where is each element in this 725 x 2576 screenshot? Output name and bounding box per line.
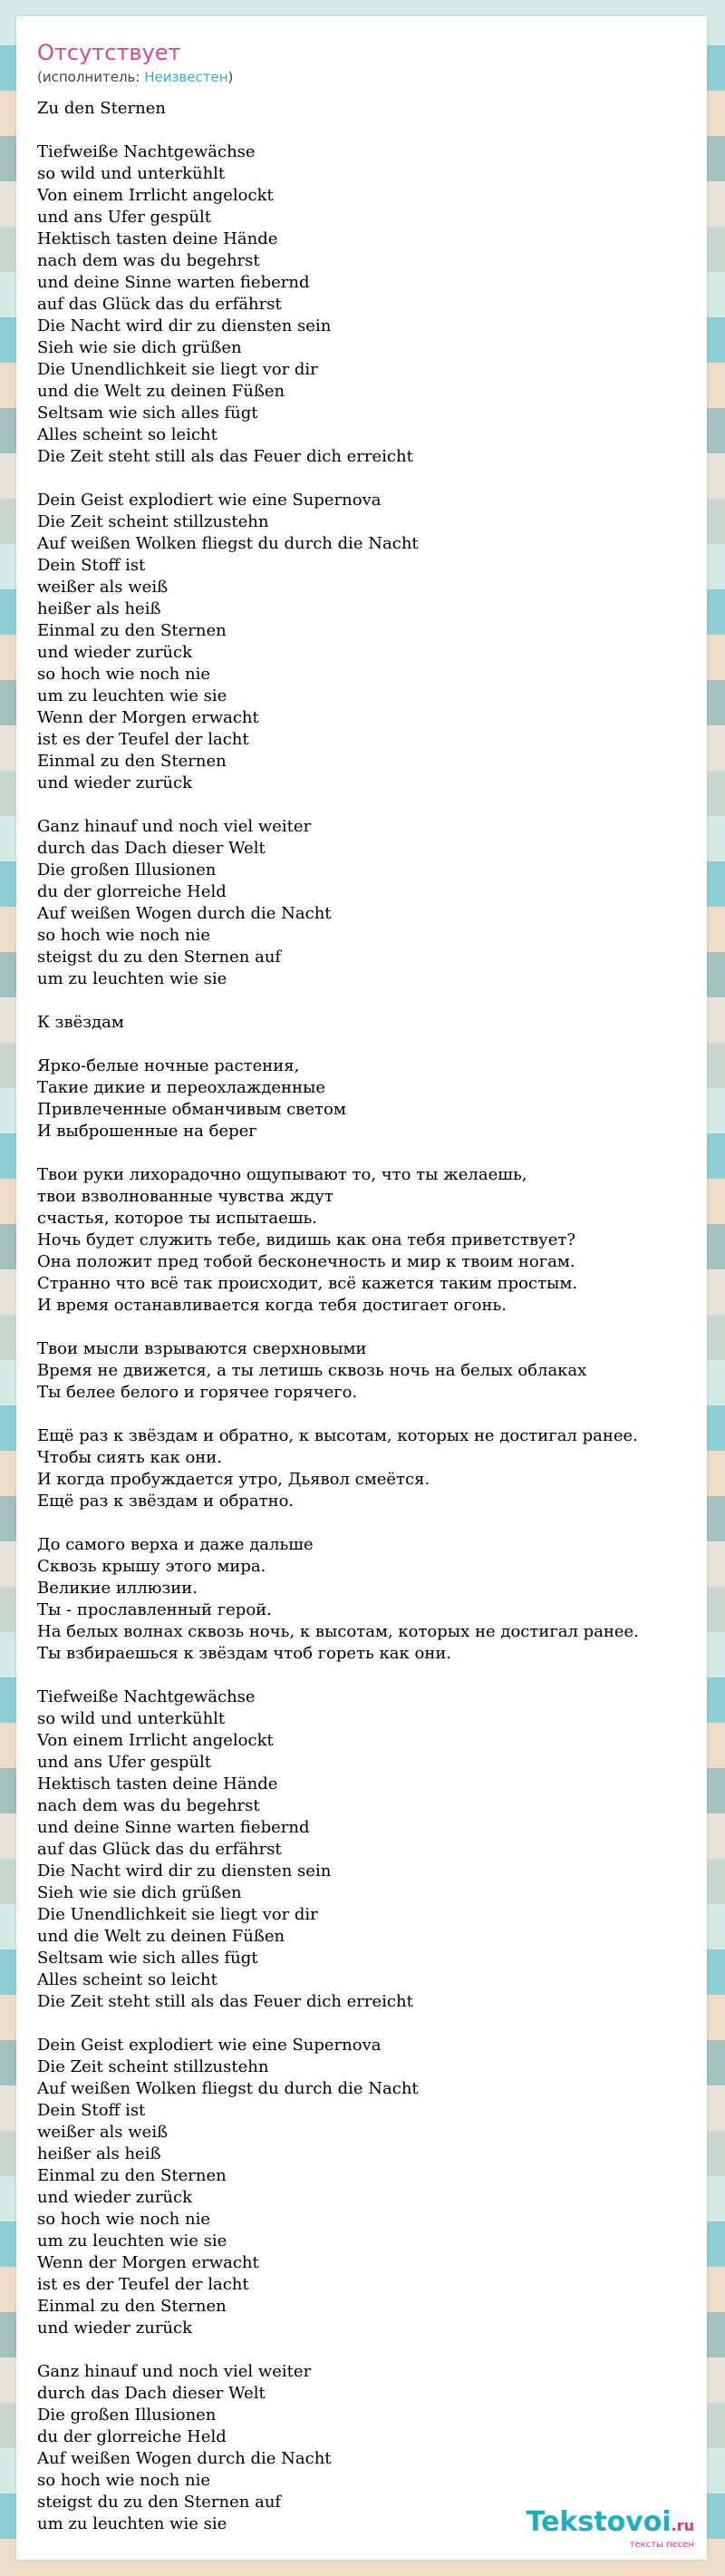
lyric-line [37,1665,703,1687]
artist-link[interactable]: Неизвестен [144,69,228,85]
lyric-line: Die Unendlichkeit sie liegt vor dir [37,360,318,379]
lyric-line: auf das Glück das du erfährst [37,1840,282,1859]
lyric-line: du der glorreiche Held [37,882,227,901]
lyric-line: Сквозь крышу этого мира. [37,1557,266,1576]
lyric-line: ist es der Teufel der lacht [37,730,249,749]
lyric-line [37,1034,703,1055]
lyric-line: Ещё раз к звёздам и обратно. [37,1492,295,1511]
logo-domain: .ru [671,2517,694,2534]
lyric-line: Wenn der Morgen erwacht [37,708,259,727]
lyric-line: nach dem was du begehrst [37,251,260,270]
lyric-line: Она положит пред тобой бесконечность и мир к твоим ногам. [37,1252,575,1271]
artist-line [37,68,233,86]
artist-suffix: ) [227,69,234,85]
lyric-line: Von einem Irrlicht angelockt [37,1731,274,1750]
lyric-line: und ans Ufer gespült [37,208,212,227]
lyric-line: und wieder zurück [37,2318,193,2338]
lyric-line: Einmal zu den Sternen [37,2297,227,2316]
lyric-line [37,1404,703,1425]
lyric-line: Ты взбираешься к звёздам чтоб гореть как они. [37,1644,452,1663]
lyric-line [37,2339,703,2361]
lyric-line: um zu leuchten wie sie [37,686,227,705]
lyric-line: Sieh wie sie dich grüßen [37,338,242,357]
lyric-line: weißer als weiß [37,2123,169,2142]
lyric-line: so wild und unterkühlt [37,1709,226,1728]
lyric-line: und deine Sinne warten fiebernd [37,1818,310,1837]
lyric-line: Время не движется, а ты летишь сквозь ночь на белых облаках [37,1361,587,1380]
lyric-line: Seltsam wie sich alles fügt [37,1949,258,1968]
lyric-line: und die Welt zu deinen Füßen [37,1927,285,1946]
lyric-line [37,1317,703,1338]
lyric-line: Чтобы сиять как они. [37,1448,223,1467]
lyric-line [37,990,703,1012]
lyric-line: До самого верха и даже дальше [37,1535,314,1554]
lyric-line: steigst du zu den Sternen auf [37,948,282,967]
lyric-line: Die großen Illusionen [37,860,217,880]
lyric-line: Alles scheint so leicht [37,425,218,444]
lyric-line: Auf weißen Wolken fliegst du durch die Nacht [37,534,419,553]
lyric-line: Dein Stoff ist [37,2101,146,2120]
lyric-line: und deine Sinne warten fiebernd [37,273,310,292]
lyric-line: Твои мысли взрываются сверхновыми [37,1339,367,1358]
lyric-line: heißer als heiß [37,599,161,618]
lyric-line: Sieh wie sie dich grüßen [37,1883,242,1902]
lyric-line: durch das Dach dieser Welt [37,839,266,858]
lyric-line: heißer als heiß [37,2144,161,2163]
logo-name: Tekstovoi [526,2506,672,2538]
lyric-line: Dein Stoff ist [37,556,146,575]
lyric-line: ist es der Teufel der lacht [37,2275,249,2294]
lyric-line: du der glorreiche Held [37,2427,227,2446]
lyric-line: Странно что всё так происходит, всё кажется таким простым. [37,1274,578,1293]
lyrics-text [37,98,703,2535]
song-title: Отсутствует [37,40,181,65]
lyric-line: Die Unendlichkeit sie liegt vor dir [37,1905,318,1924]
lyric-line: Твои руки лихорадочно ощупывают то, что ты желаешь, [37,1165,527,1184]
lyric-line [37,1142,703,1164]
lyric-line: Einmal zu den Sternen [37,752,227,771]
lyric-line: Ты - прославленный герой. [37,1600,272,1619]
lyric-line [37,468,703,490]
lyric-line: Hektisch tasten deine Hände [37,229,278,248]
lyric-line: Die Zeit scheint stillzustehn [37,512,269,531]
lyric-line: Auf weißen Wogen durch die Nacht [37,904,332,923]
lyric-line: steigst du zu den Sternen auf [37,2493,282,2512]
lyric-line: Die Zeit steht still als das Feuer dich erreicht [37,1992,413,2011]
lyric-line: Wenn der Morgen erwacht [37,2253,259,2272]
logo-wordmark [527,2507,694,2542]
lyric-line: so wild und unterkühlt [37,164,226,183]
lyric-line [37,120,703,141]
lyric-line: Tiefweiße Nachtgewächse [37,1687,256,1706]
lyric-line: um zu leuchten wie sie [37,969,227,988]
lyric-line: К звёздам [37,1013,124,1032]
lyric-line: Einmal zu den Sternen [37,621,227,640]
lyric-line: so hoch wie noch nie [37,926,210,945]
lyric-line: weißer als weiß [37,578,169,597]
lyric-line: Hektisch tasten deine Hände [37,1774,278,1793]
lyric-line: so hoch wie noch nie [37,665,210,684]
lyric-line: Такие дикие и переохлажденные [37,1078,326,1097]
lyric-line: Die Nacht wird dir zu diensten sein [37,316,332,335]
lyric-line: Alles scheint so leicht [37,1970,218,1989]
lyric-line: И когда пробуждается утро, Дьявол смеётся. [37,1470,430,1489]
artist-prefix: (исполнитель: [37,69,145,85]
lyric-line: und wieder zurück [37,773,193,792]
lyric-line: Die Zeit steht still als das Feuer dich erreicht [37,447,413,466]
lyric-line: твои взволнованные чувства ждут [37,1187,334,1206]
lyric-line: Einmal zu den Sternen [37,2166,227,2185]
lyric-line: Auf weißen Wogen durch die Nacht [37,2449,332,2468]
lyrics-card [16,16,707,2560]
lyric-line: nach dem was du begehrst [37,1796,260,1815]
lyric-line: Ganz hinauf und noch viel weiter [37,817,312,836]
lyric-line: счастья, которое ты испытаешь. [37,1209,317,1228]
lyric-line: Dein Geist explodiert wie eine Supernova [37,2036,382,2055]
lyric-line: so hoch wie noch nie [37,2471,210,2490]
lyric-line: um zu leuchten wie sie [37,2514,227,2533]
lyric-line: Ночь будет служить тебе, видишь как она тебя приветствует? [37,1230,575,1249]
lyric-line [37,794,703,816]
lyric-line: auf das Glück das du erfährst [37,295,282,314]
lyric-line: Auf weißen Wolken fliegst du durch die Nacht [37,2079,419,2098]
lyric-line: Dein Geist explodiert wie eine Supernova [37,491,382,510]
lyric-line: Ярко-белые ночные растения, [37,1056,300,1075]
lyric-line: um zu leuchten wie sie [37,2231,227,2250]
lyric-line: На белых волнах сквозь ночь, к высотам, которых не достигал ранее. [37,1622,639,1641]
lyric-line: so hoch wie noch nie [37,2210,210,2229]
lyric-line: Die Zeit scheint stillzustehn [37,2057,269,2076]
lyric-line: Von einem Irrlicht angelockt [37,186,274,205]
lyric-line: und die Welt zu deinen Füßen [37,382,285,401]
site-logo[interactable] [527,2507,694,2551]
lyric-line: Zu den Sternen [37,99,166,118]
lyric-line: И время останавливается когда тебя достигает огонь. [37,1296,507,1315]
lyric-line: И выброшенные на берег [37,1122,257,1141]
lyric-line: Seltsam wie sich alles fügt [37,403,258,423]
lyric-line [37,1512,703,1534]
lyric-line: Великие иллюзии. [37,1579,198,1598]
lyric-line: Ты белее белого и горячее горячего. [37,1383,358,1402]
lyric-line: durch das Dach dieser Welt [37,2384,266,2403]
lyric-line: und wieder zurück [37,2188,193,2207]
lyric-line: Tiefweiße Nachtgewächse [37,142,256,161]
lyric-line [37,2013,703,2035]
lyric-line: Die großen Illusionen [37,2406,217,2425]
lyric-line: und ans Ufer gespült [37,1753,212,1772]
lyric-line: und wieder zurück [37,643,193,662]
logo-tagline: тексты песен [629,2540,694,2550]
lyric-line: Привлеченные обманчивым светом [37,1100,346,1119]
lyric-line: Ещё раз к звёздам и обратно, к высотам, которых не достигал ранее. [37,1426,638,1445]
lyric-line: Die Nacht wird dir zu diensten sein [37,1862,332,1881]
lyric-line: Ganz hinauf und noch viel weiter [37,2362,312,2381]
